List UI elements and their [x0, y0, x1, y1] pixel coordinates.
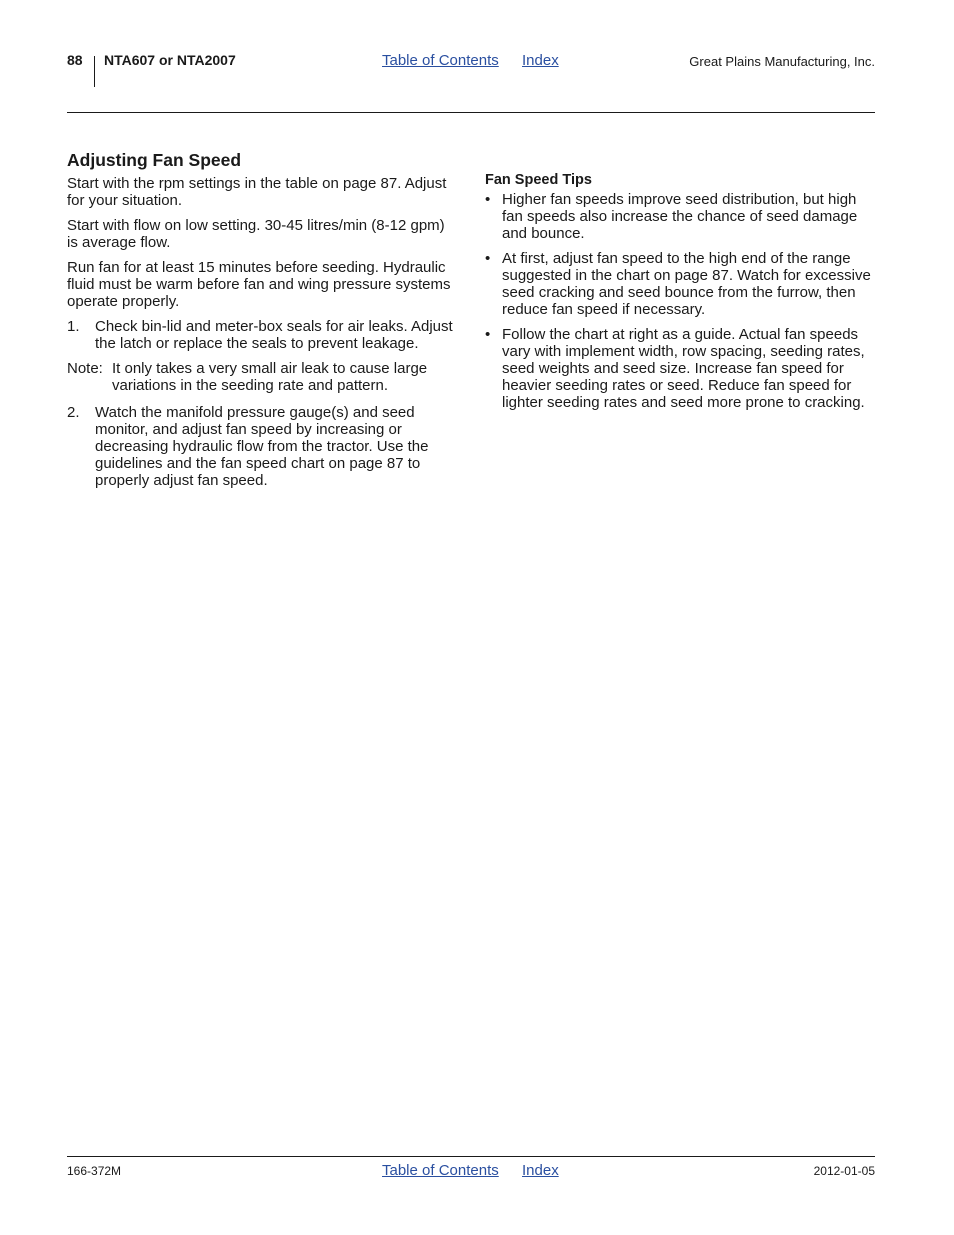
page-number: 88: [67, 52, 83, 68]
warmup-paragraph: Run fan for at least 15 minutes before seeding. Hydraulic fluid must be warm before fan and wing pressure systems operate properly.: [67, 259, 451, 310]
header-index-link[interactable]: Index: [522, 52, 559, 69]
footer-index-link[interactable]: Index: [522, 1162, 559, 1179]
note-label: Note:: [67, 360, 103, 377]
bullet-marker: •: [485, 250, 491, 267]
tip-text: Follow the chart at right as a guide. Actual fan speeds vary with implement width, row spacing, seeding rates, seed weights and seed size. Increase fan speed for heavier seeding rates or seed. Reduce fan speed for lighter seeding rates and seed more prone to cracking.: [502, 326, 865, 411]
note: [67, 360, 459, 394]
header-toc-link[interactable]: Table of Contents: [382, 52, 499, 69]
step-1-number: 1.: [67, 318, 80, 335]
tip-text: Higher fan speeds improve seed distribution, but high fan speeds also increase the chance of seed damage and bounce.: [502, 191, 858, 242]
bullet-marker: •: [485, 191, 491, 208]
tips-heading: Fan Speed Tips: [485, 172, 592, 188]
right-column: [485, 172, 877, 419]
flow-paragraph: Start with flow on low setting. 30-45 litres/min (8-12 gpm) is average flow.: [67, 217, 445, 251]
step-2: [67, 404, 459, 489]
model-title: NTA607 or NTA2007: [104, 52, 236, 68]
header-rule: [67, 112, 875, 113]
step-2-text: Watch the manifold pressure gauge(s) and seed monitor, and adjust fan speed by increasing or decreasing hydraulic flow from the tractor. Use the guidelines and the fan speed chart on page 87 to properly adjust fan speed.: [95, 404, 429, 489]
left-column: [67, 149, 459, 497]
company-name: Great Plains Manufacturing, Inc.: [689, 54, 875, 69]
section-heading: Adjusting Fan Speed: [67, 150, 242, 170]
document-number: 166-372M: [67, 1164, 122, 1178]
tip-bullet: [485, 191, 877, 242]
tip-bullet: [485, 250, 877, 318]
header-divider: [94, 56, 95, 87]
step-1-text: Check bin-lid and meter-box seals for air leaks. Adjust the latch or replace the seals to prevent leakage.: [95, 318, 453, 352]
footer-toc-link[interactable]: Table of Contents: [382, 1162, 499, 1179]
tip-bullet: [485, 326, 877, 411]
step-2-number: 2.: [67, 404, 80, 421]
tip-text: At first, adjust fan speed to the high end of the range suggested in the chart on page 87. Watch for excessive seed cracking and seed bounce from the furrow, then reduce fan speed if necessary.: [502, 250, 871, 318]
footer-rule: [67, 1156, 875, 1157]
note-text: It only takes a very small air leak to cause large variations in the seeding rate and pattern.: [112, 360, 428, 394]
step-1: [67, 318, 459, 352]
bullet-marker: •: [485, 326, 491, 343]
intro-paragraph: Start with the rpm settings in the table on page 87. Adjust for your situation.: [67, 175, 447, 209]
document-date: 2012-01-05: [813, 1164, 875, 1178]
